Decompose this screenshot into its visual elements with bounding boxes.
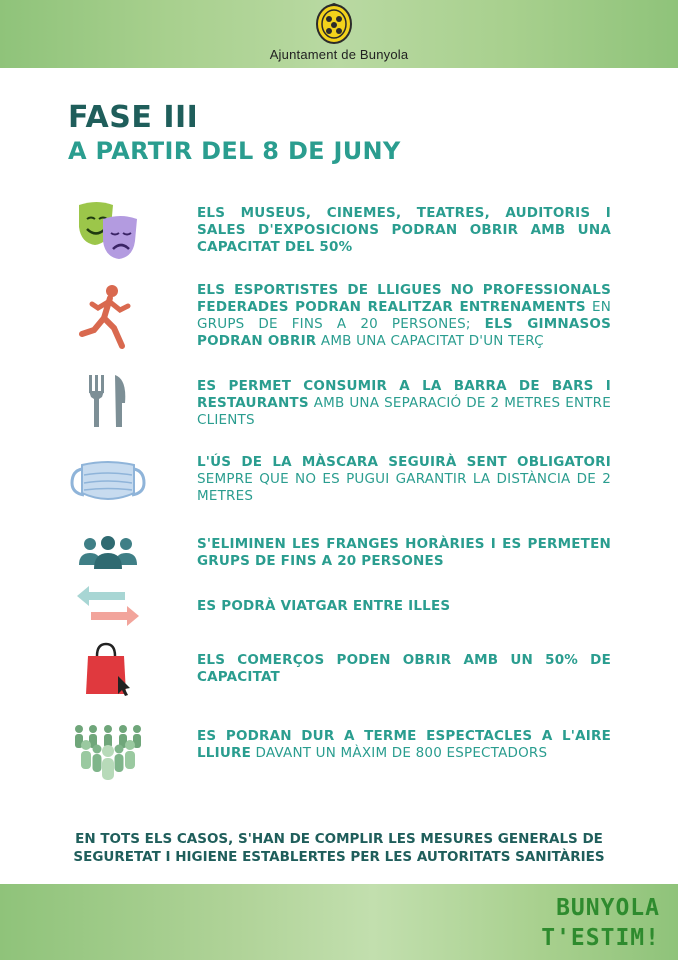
item-text-regular: AMB UNA SEPARACIÓ DE 2 METRES ENTRE CLIENTS	[197, 395, 611, 428]
item-text-regular: SEMPRE QUE NO ES PUGUI GARANTIR LA DISTÀNCIA DE 2 METRES	[197, 471, 611, 504]
theater-masks-icon	[66, 195, 150, 265]
item-text-bold: ELS GIMNASOS PODRAN OBRIR	[197, 316, 611, 349]
group-people-icon	[66, 530, 150, 574]
item-text-bold: ELS ESPORTISTES DE LLIGUES NO PROFESSIONALS FEDERADES PODRAN REALITZAR ENTRENAMENTS	[197, 282, 611, 315]
footer-note: EN TOTS ELS CASOS, S'HAN DE COMPLIR LES MESURES GENERALS DE SEGURETAT I HIGIENE ESTABLERTES PER LES AUTORITATS SANITÀRIES	[73, 831, 605, 865]
item-text-bold: ELS COMERÇOS PODEN OBRIR AMB UN 50% DE CAPACITAT	[197, 652, 611, 685]
page-title: FASE III	[68, 100, 199, 135]
face-mask-icon	[66, 452, 150, 512]
item-text-bold: ES PERMET CONSUMIR A LA BARRA DE BARS I RESTAURANTS	[197, 378, 611, 411]
item-text-bold: ES PODRÀ VIATGAR ENTRE ILLES	[197, 598, 451, 614]
item-text-bold: S'ELIMINEN LES FRANGES HORÀRIES I ES PERMETEN GRUPS DE FINS A 20 PERSONES	[197, 536, 611, 569]
shopping-bag-icon	[66, 640, 150, 698]
item-text-bold: L'ÚS DE LA MÀSCARA SEGUIRÀ SENT OBLIGATORI	[197, 454, 611, 470]
page-subtitle: A PARTIR DEL 8 DE JUNY	[68, 137, 401, 165]
item-text-bold: ELS MUSEUS, CINEMES, TEATRES, AUDITORIS I SALES D'EXPOSICIONS PODRAN OBRIR AMB UNA CAPACITAT DEL 50%	[197, 205, 611, 255]
runner-icon	[66, 282, 150, 352]
slogan-line-2: T'ESTIM!	[541, 925, 660, 951]
item-text	[197, 598, 611, 615]
item-text	[197, 454, 611, 505]
item-text-regular: EN GRUPS DE FINS A 20 PERSONES;	[197, 299, 611, 332]
item-text	[197, 378, 611, 429]
arrows-exchange-icon	[66, 584, 150, 630]
item-text-bold: ES PODRAN DUR A TERME ESPECTACLES A L'AIRE LLIURE	[197, 728, 611, 761]
item-text	[197, 728, 611, 762]
slogan-line-1: BUNYOLA	[556, 895, 660, 921]
item-text	[197, 205, 611, 256]
fork-knife-icon	[66, 372, 150, 430]
item-text	[197, 652, 611, 686]
item-text-regular: DAVANT UN MÀXIM DE 800 ESPECTADORS	[251, 745, 548, 761]
town-seal-logo	[313, 3, 355, 45]
item-text	[197, 536, 611, 570]
org-name: Ajuntament de Bunyola	[269, 47, 409, 62]
item-text-regular: AMB UNA CAPACITAT D'UN TERÇ	[316, 333, 544, 349]
crowd-icon	[66, 720, 150, 784]
item-text	[197, 282, 611, 350]
